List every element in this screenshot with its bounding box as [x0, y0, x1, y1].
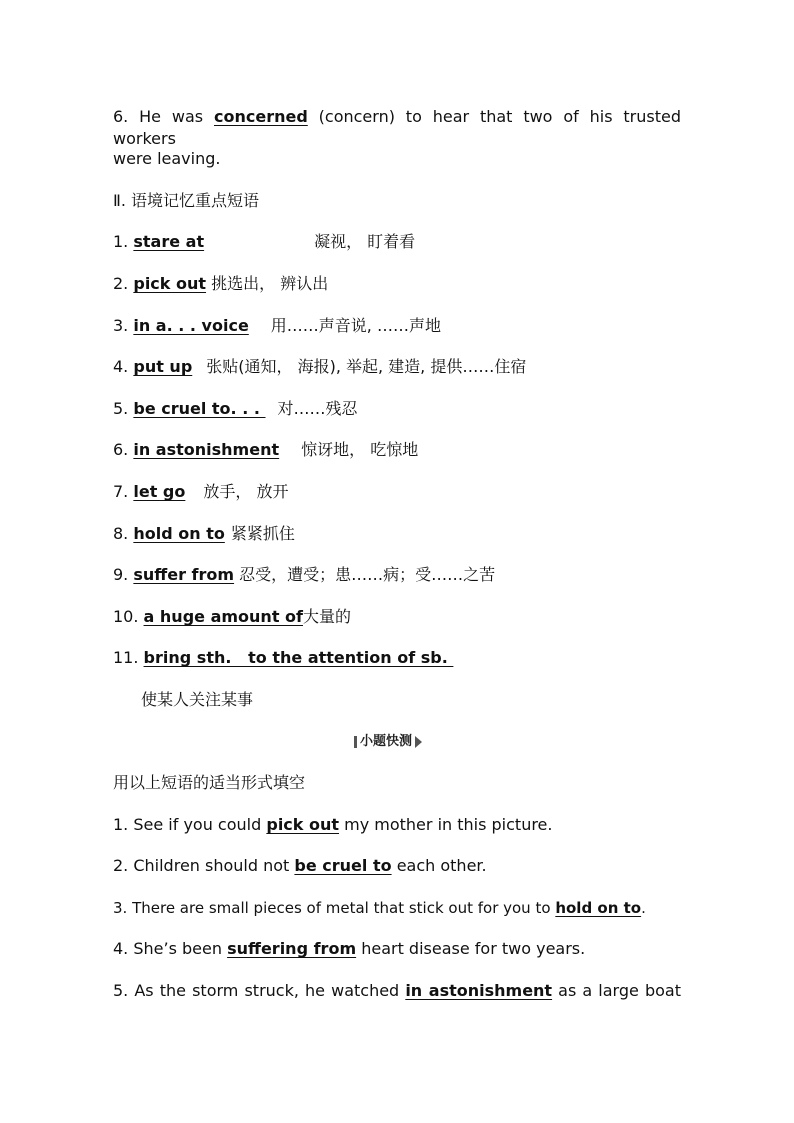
phrase-item: [113, 439, 681, 461]
quiz-answer: suffering from: [227, 939, 357, 958]
quiz-answer: hold on to: [555, 899, 642, 917]
phrase-text: suffer from: [133, 565, 235, 584]
phrase-number: 10.: [113, 607, 139, 626]
phrase-text: pick out: [133, 274, 207, 293]
quiz-prefix: 2. Children should not: [113, 856, 290, 875]
quiz-prefix: 5. As the storm struck, he watched: [113, 981, 400, 1000]
phrase-number: 5.: [113, 399, 129, 418]
phrase-item: [113, 523, 681, 545]
phrase-number: 1.: [113, 232, 129, 251]
phrase-item: [113, 231, 681, 253]
phrase-text: put up: [133, 357, 193, 376]
answer-blank: concerned: [213, 107, 308, 126]
phrase-item: [113, 356, 681, 378]
badge-label: 小题快测: [360, 734, 413, 749]
phrase-number: 2.: [113, 274, 129, 293]
phrase-meaning: 惊讶地， 吃惊地: [301, 440, 419, 459]
quiz-prefix: 3. There are small pieces of metal that stick out for you to: [113, 899, 551, 917]
quiz-answer: be cruel to: [294, 856, 392, 875]
phrase-number: 8.: [113, 524, 129, 543]
quiz-prefix: 1. See if you could: [113, 815, 262, 834]
phrase-text: in astonishment: [133, 440, 280, 459]
phrase-number: 11.: [113, 648, 139, 667]
quiz-item: [113, 897, 681, 919]
phrase-number: 9.: [113, 565, 129, 584]
quiz-item: [113, 980, 681, 1002]
section-heading: Ⅱ. 语境记忆重点短语: [113, 191, 260, 210]
phrase-text: hold on to: [133, 524, 225, 543]
phrase-item: [113, 315, 681, 337]
phrase-item: [113, 398, 681, 420]
quiz-suffix: each other.: [396, 856, 487, 875]
phrase-meaning-continued: 使某人关注某事: [141, 690, 254, 709]
quiz-suffix: .: [641, 899, 646, 917]
quiz-suffix: as a large boat: [558, 981, 681, 1000]
quiz-item: [113, 814, 681, 836]
phrase-item: [113, 273, 681, 295]
phrase-meaning: 大量的: [302, 607, 351, 626]
phrase-number: 4.: [113, 357, 129, 376]
phrase-meaning: 对……残忍: [277, 399, 358, 418]
phrase-meaning: 放手， 放开: [203, 482, 289, 501]
phrase-item: [113, 564, 681, 586]
quiz-suffix: my mother in this picture.: [344, 815, 553, 834]
phrase-text: in a. . . voice: [133, 316, 249, 335]
phrase-meaning: 张贴(通知， 海报), 举起, 建造, 提供……住宿: [206, 357, 527, 376]
phrase-item: [113, 647, 681, 669]
phrase-text: let go: [133, 482, 186, 501]
phrase-number: 6.: [113, 440, 129, 459]
quiz-item: [113, 938, 681, 960]
phrase-meaning: 凝视， 盯着看: [314, 232, 416, 251]
badge-arrow-icon: [415, 736, 422, 748]
phrase-text: a huge amount of: [143, 607, 303, 626]
phrase-text: bring sth. to the attention of sb.: [143, 648, 454, 667]
phrase-number: 7.: [113, 482, 129, 501]
sentence-rest: (concern) to hear that two of his trusted workers: [113, 107, 682, 148]
phrase-text: stare at: [133, 232, 205, 251]
phrase-text: be cruel to. . .: [133, 399, 266, 418]
quiz-prefix: 4. She’s been: [113, 939, 222, 958]
phrase-number: 3.: [113, 316, 129, 335]
phrase-meaning: 挑选出， 辨认出: [211, 274, 329, 293]
phrase-meaning: 紧紧抓住: [230, 524, 295, 543]
phrase-item: [113, 606, 681, 628]
quiz-item: [113, 855, 681, 877]
quiz-answer: in astonishment: [405, 981, 553, 1000]
phrase-meaning: 用……声音说, ……声地: [270, 316, 441, 335]
phrase-meaning: 忍受，遭受；患……病；受……之苦: [239, 565, 496, 584]
quiz-answer: pick out: [266, 815, 340, 834]
badge-bar-icon: [354, 736, 357, 748]
sentence-6-line-1: [113, 106, 681, 150]
sentence-6-line-2: were leaving.: [113, 149, 221, 168]
quiz-badge: [354, 734, 422, 750]
phrase-item: [113, 481, 681, 503]
sentence-prefix: 6. He was: [113, 107, 204, 126]
quiz-suffix: heart disease for two years.: [361, 939, 586, 958]
quiz-instruction: 用以上短语的适当形式填空: [113, 773, 306, 792]
